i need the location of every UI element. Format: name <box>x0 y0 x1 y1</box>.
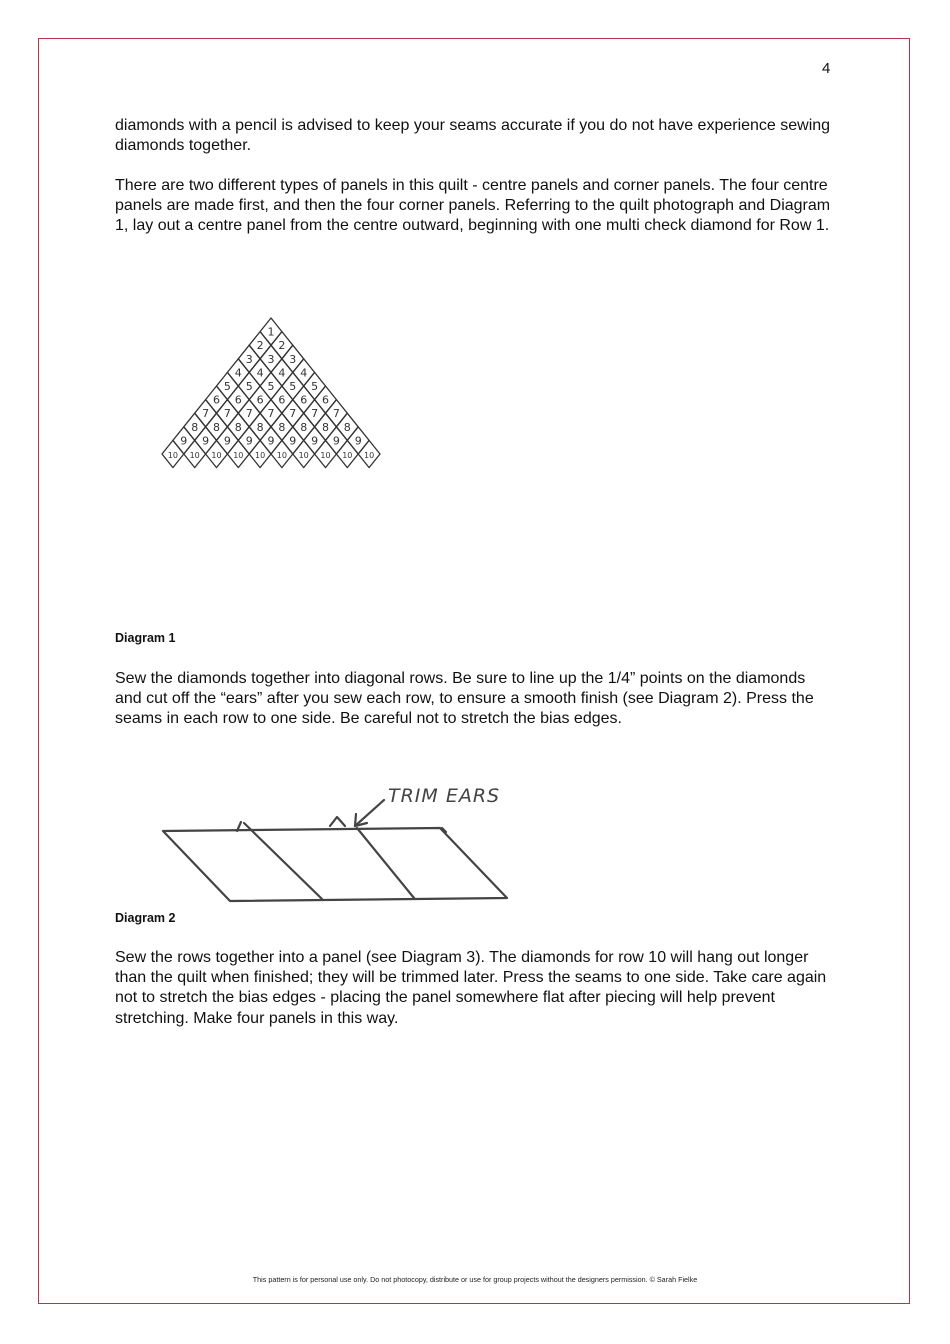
diamond-row-number: 6 <box>234 393 242 407</box>
diamond-row-number: 7 <box>332 407 340 421</box>
diamond-row-number: 8 <box>343 420 351 434</box>
diamond-row-number: 9 <box>245 434 253 448</box>
diamond-row-number: 8 <box>322 420 329 434</box>
diamond-row-number: 9 <box>223 434 231 448</box>
diamond-row-number: 4 <box>234 366 242 380</box>
diamond-row-number: 5 <box>289 380 297 393</box>
diamond-row-number: 7 <box>223 407 231 421</box>
diamond-row-number: 10 <box>342 451 353 460</box>
diamond-row-number: 9 <box>202 434 210 448</box>
diamond-row-number: 10 <box>298 451 309 460</box>
diamond-row-number: 4 <box>256 366 264 380</box>
diamond-row-number: 5 <box>311 380 319 393</box>
diamond-row-number: 10 <box>167 451 178 460</box>
diamond-row-number: 9 <box>311 434 319 448</box>
diamond-row-number: 10 <box>211 451 222 460</box>
diamond-row-number: 9 <box>332 434 340 448</box>
diamond-row-number: 1 <box>267 325 275 339</box>
diamond-row-number: 9 <box>180 434 188 448</box>
diamond-row-number: 7 <box>267 407 275 421</box>
trim-ears-annotation: TRIM EARS <box>388 785 501 807</box>
diamond-row-number: 6 <box>256 393 264 407</box>
diamond-row-number: 6 <box>213 393 220 407</box>
diamond-row-number: 6 <box>300 393 308 407</box>
diamond-row-number: 10 <box>276 451 287 460</box>
footer-copyright: This pattern is for personal use only. Do not photocopy, distribute or use for group projects without the designers permission. © Sarah Fielke <box>252 1275 698 1284</box>
diamond-row-number: 9 <box>354 434 362 448</box>
diamond-row-number: 8 <box>191 420 199 434</box>
diamond-row-number: 7 <box>202 407 210 421</box>
diamond-row-number: 3 <box>245 352 253 366</box>
diamond-row-number: 5 <box>267 380 275 393</box>
paragraph-panels: There are two different types of panels in this quilt - centre panels and corner panels. The four centre panels are made first, and then the four corner panels. Referring to the quilt photograph and Diagram 1, lay out a centre panel from the centre outward, beginning with one multi check diamond for Row 1. <box>115 177 831 235</box>
diamond-row-number: 10 <box>364 451 375 460</box>
diamond-row-number: 8 <box>300 420 308 434</box>
paragraph-sew-panels: Sew the rows together into a panel (see Diagram 3). The diamonds for row 10 will hang out longer than the quilt when finished; they will be trimmed later. Press the seams to one side. Take care again not to stretch the bias edges - placing the panel somewhere flat after piecing will help prevent stretching. Make four panels in this way. <box>115 949 827 1027</box>
diamond-row-number: 4 <box>278 366 286 380</box>
diamond-row-number: 7 <box>245 407 253 421</box>
diamond-row-number: 2 <box>256 339 264 353</box>
diamond-row-number: 10 <box>189 451 200 460</box>
diamond-row-number: 5 <box>245 380 253 393</box>
diamond-row-number: 4 <box>300 366 308 380</box>
diamond-row-number: 10 <box>320 451 331 460</box>
diamond-row-number: 6 <box>322 393 329 407</box>
diamond-row-number: 5 <box>223 380 231 393</box>
diamond-row-number: 9 <box>267 434 275 448</box>
diamond-row-number: 3 <box>267 352 275 366</box>
diamond-row-number: 8 <box>278 420 286 434</box>
diamond-row-number: 7 <box>289 407 297 421</box>
diamond-row-number: 8 <box>234 420 242 434</box>
diamond-row-number: 8 <box>213 420 220 434</box>
page-number: 4 <box>822 60 831 77</box>
diagram-1-caption: Diagram 1 <box>115 631 176 645</box>
paragraph-sew-rows: Sew the diamonds together into diagonal rows. Be sure to line up the 1/4” points on the diamonds and cut off the “ears” after you sew each row, to ensure a smooth finish (see Diagram 2). Press the seams in each row to one side. Be careful not to stretch the bias edges. <box>115 670 814 728</box>
diamond-row-number: 10 <box>255 451 266 460</box>
diamond-row-number: 9 <box>289 434 297 448</box>
diamond-row-number: 7 <box>311 407 319 421</box>
diamond-row-number: 8 <box>256 420 264 434</box>
diamond-row-number: 6 <box>278 393 286 407</box>
diagram-2-caption: Diagram 2 <box>115 911 176 925</box>
paragraph-intro: diamonds with a pencil is advised to keep your seams accurate if you do not have experience sewing diamonds together. <box>115 117 831 155</box>
diamond-row-number: 10 <box>233 451 244 460</box>
diamond-row-number: 3 <box>289 352 297 366</box>
diamond-row-number: 2 <box>278 339 286 353</box>
